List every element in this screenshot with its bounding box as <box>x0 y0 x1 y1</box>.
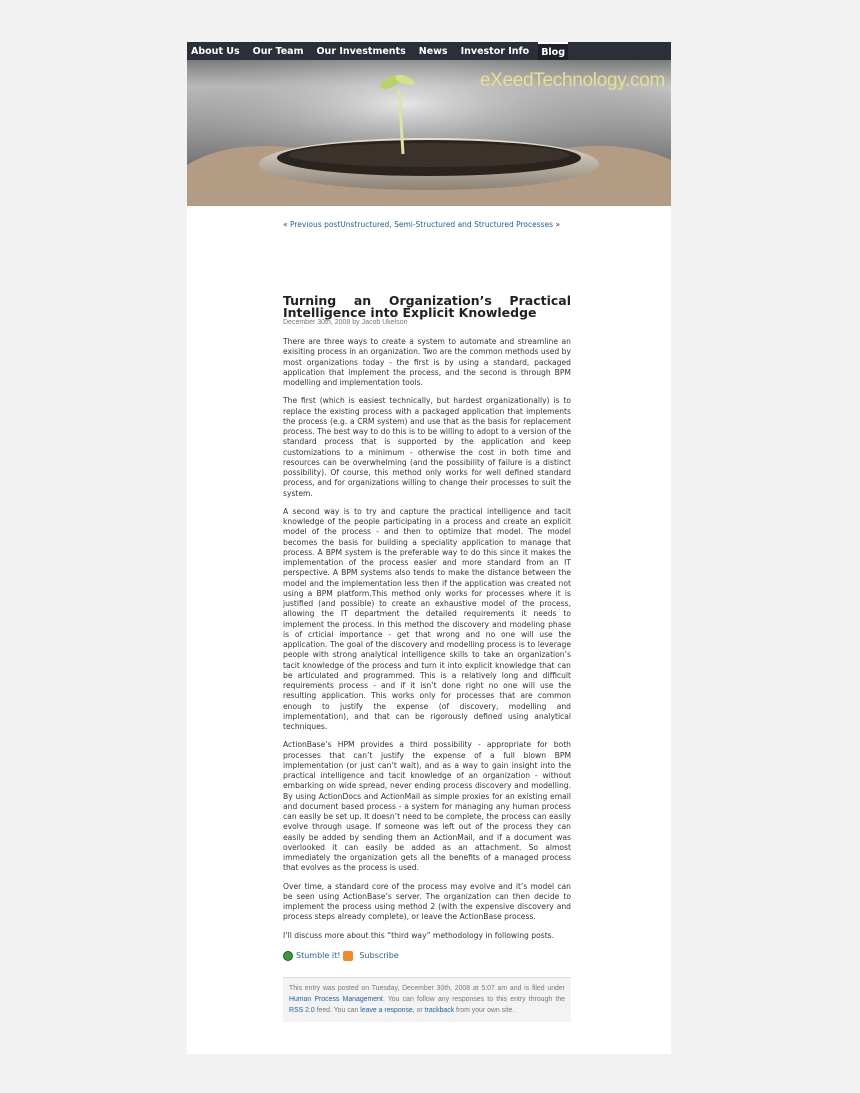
subscribe-link[interactable]: Subscribe <box>359 951 399 961</box>
leave-response-link[interactable]: leave a response <box>360 1006 413 1014</box>
page-container <box>187 42 671 1054</box>
previous-post-link[interactable]: Previous post <box>289 220 341 229</box>
stumbleupon-icon[interactable] <box>283 951 293 961</box>
nav-about-us[interactable]: About Us <box>191 45 240 57</box>
post-paragraph: Over time, a standard core of the process may evolve and it’s model can be seen using ActionBase’s server. The organization can then decide to implement the process using method 2 (with the expensive discovery and process steps already complete), or leave the ActionBase process. <box>283 881 571 922</box>
rss-icon[interactable] <box>343 951 353 961</box>
trackback-link[interactable]: trackback <box>424 1006 455 1014</box>
rss-feed-link[interactable]: RSS 2.0 <box>289 1006 315 1014</box>
stumble-it-link[interactable]: Stumble it! <box>296 951 341 961</box>
category-link[interactable]: Human Process Management <box>289 995 383 1003</box>
nav-news[interactable]: News <box>418 45 448 57</box>
nav-suffix: » <box>553 220 561 229</box>
nav-blog[interactable]: Blog <box>538 42 568 61</box>
nav-our-investments[interactable]: Our Investments <box>316 45 406 57</box>
postmeta-text: , or <box>412 1006 425 1014</box>
postmeta-text: from your own site. <box>454 1006 515 1014</box>
post-body <box>283 337 571 941</box>
post-paragraph: A second way is to try and capture the practical intelligence and tacit knowledge of the people participating in a process and create an explicit model of the process - and then to optimize that model. The model becomes the basis for building a speciality application to manage that process. A BPM system is the preferable way to do this since it makes the implementation of the process easier and more standard from an IT perspective. A BPM systems also tends to make the distance between the model and the implementation less then if the application was created not using a BPM platform.This method only works for processes where it is justified (and possible) to create an exhaustive model of the process, allowing the IT department the detailed requirements it needs to implement the process. In this method the discovery and modeling phase is of crticial importance - get that wrong and no one will use the application. The goal of the discovery and modelling process is to leverage people with strong analytical intelligence skills to take an organization’s tacit knowledge of the process and turn it into explicit knowledge that can be articulated and programmed. This is a relatively long and difficult requirements process - and if it isn’t done right no one will use the resulting application. This works only for processes that are common enough to justify the expense (of discovery, modelling and implementation), and that can be rigorously defined using analytical techniques. <box>283 506 571 731</box>
post-title[interactable]: Turning an Organization’s Practical Intelligence into Explicit Knowledge <box>283 293 571 320</box>
postmeta-text: feed. You can <box>314 1006 361 1014</box>
post-paragraph: There are three ways to create a system to automate and streamline an exisiting process in an organization. Two are the common methods used by most organizations today - the first is by using a standard, packaged application that implement the process, and the second is through BPM modelling and implementation tools. <box>283 337 571 387</box>
post-paragraph: I’ll discuss more about this “third way” methodology in following posts. <box>283 930 555 940</box>
post-meta: December 30th, 2008 by Jacob Ukelson <box>283 319 408 326</box>
post-paragraph: The first (which is easiest technically, but hardest organizationally) is to replace the existing process with a packaged application that implements the process (e.g. a CRM system) and use that as the basis for replacement process. The best way to do this is to be willing to adopt to a version of the standard process that is supported by the application and keep customizations to a minimum - otherwise the cost in both time and resources can be overwhelming (and the possibility of failure is a distinct possibility). Of course, this method only works for well defined standard process, and for organizations willing to change their processes to suit the system. <box>283 396 571 498</box>
site-title[interactable]: eXeedTechnology.com <box>479 70 665 91</box>
postmeta-text: This entry was posted on Tuesday, December 30th, 2008 at 5:07 am and is filed under <box>289 984 565 992</box>
nav-investor-info[interactable]: Investor Info <box>460 45 530 57</box>
post-footer-meta <box>283 977 571 1022</box>
post-content <box>283 220 571 1022</box>
top-nav <box>187 42 671 60</box>
share-links <box>283 951 571 961</box>
post-navigation <box>283 220 571 229</box>
header-banner <box>187 60 671 206</box>
next-post-link[interactable]: Unstructured, Semi-Structured and Structured Processes <box>340 220 554 229</box>
post-paragraph: ActionBase’s HPM provides a third possibility - appropriate for both processes that can’t justify the expense of a full blown BPM implementation (or just can’t wait), and as a way to gain insight into the practical intelligence and tacit knowledge of an organization - without embarking on wide spread, never ending process discovery and modelling. By using ActionDocs and ActionMail as simple proxies for an existing email and document based process - a system for managing any human process can easily be set up. It doesn’t need to be complete, the process can easily evolve through usage. If someone was left out of the process they can easily be added by sending them an ActionMail, and if a document was overlooked it can easily be added as an attachment. So almost immediately the organization gets all the benefits of a managed process that evolves as the process is used. <box>283 740 571 873</box>
postmeta-text: . You can follow any responses to this entry through the <box>382 995 565 1003</box>
nav-our-team[interactable]: Our Team <box>252 45 304 57</box>
nav-prefix: « <box>283 220 290 229</box>
